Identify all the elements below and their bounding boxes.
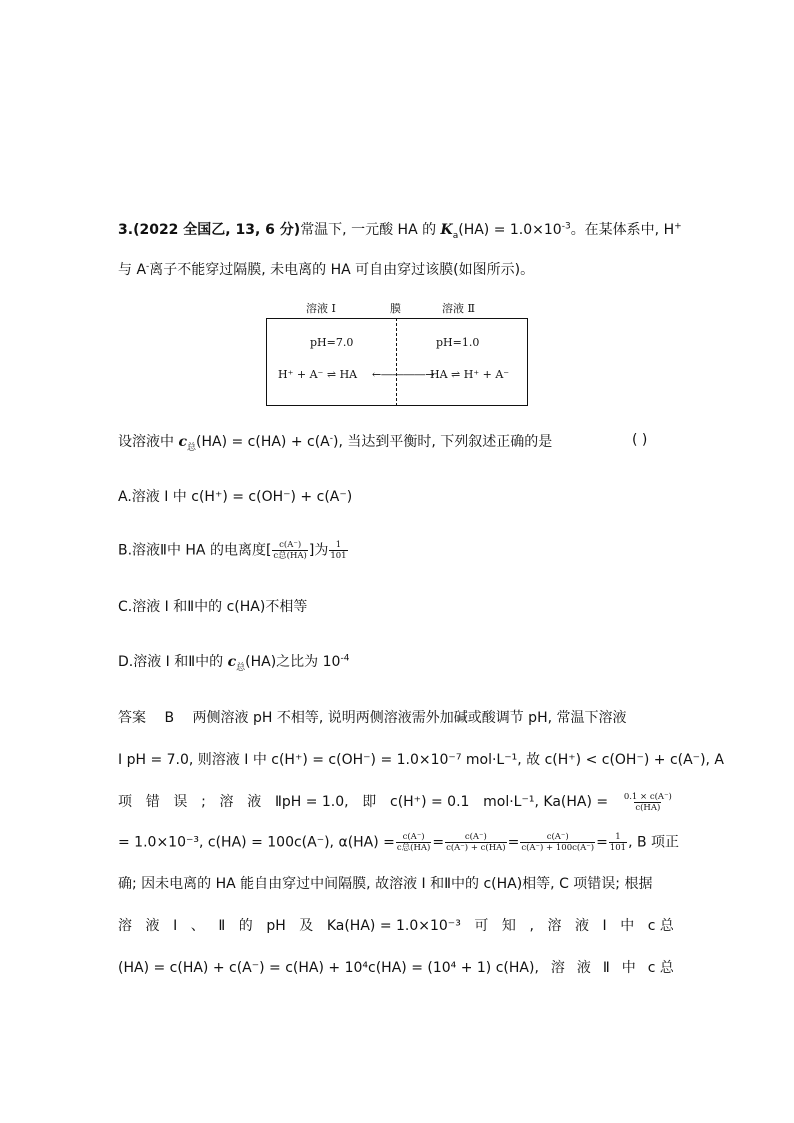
alpha-frac1-num: c(A⁻) bbox=[402, 832, 425, 842]
option-b-fraction bbox=[272, 540, 307, 561]
l6-word: 知 bbox=[501, 918, 516, 934]
equilibrium-left: H⁺ + A⁻ ⇌ HA bbox=[278, 368, 358, 381]
ka-symbol: K bbox=[440, 222, 453, 238]
membrane-diagram bbox=[266, 300, 528, 406]
l6-word: Ⅰ bbox=[602, 918, 607, 934]
l3-word: 液 bbox=[247, 794, 262, 810]
setup-prefix: 设溶液中 bbox=[118, 434, 179, 450]
alpha-frac3-den: c(A⁻) + 100c(A⁻) bbox=[521, 843, 595, 853]
alpha-frac4-den: 101 bbox=[609, 843, 627, 853]
question-line-1: 3.(2022 全国乙, 13, 6 分)常温下, 一元酸 HA 的 $K_a(HA) = 1.0\times 10^{-3}$。在某体系中, H+ bbox=[118, 221, 682, 241]
l6-word: c 总 bbox=[647, 918, 674, 934]
option-b-prefix: B.溶液Ⅱ中 HA 的电离度[ bbox=[118, 542, 272, 559]
answer-ka-fraction bbox=[623, 792, 673, 813]
l7-word: 液 bbox=[576, 960, 591, 976]
l6-word: Ka(HA) = 1.0×10⁻³ bbox=[326, 918, 461, 934]
answer-line4-head: = 1.0×10⁻³, c(HA) = 100c(A⁻), α(HA) = bbox=[118, 834, 395, 851]
question-line2-tail: 离子不能穿过隔膜, 未电离的 HA 可自由穿过该膜(如图所示)。 bbox=[149, 262, 535, 278]
l6-word: 溶 bbox=[547, 918, 562, 934]
option-b-mid: ]为 bbox=[308, 542, 329, 559]
l7-word: 溶 bbox=[550, 960, 565, 976]
l3-word: ⅡpH = 1.0, bbox=[274, 794, 349, 810]
alpha-frac2-den: c(A⁻) + c(HA) bbox=[446, 843, 506, 853]
option-d: D.溶液 Ⅰ 和Ⅱ中的 $c_总(HA)$之比为 $10^{-4}$ bbox=[118, 653, 350, 673]
ka-value: (HA) = 1.0×10 bbox=[458, 222, 562, 238]
l3-word: mol·L⁻¹, Ka(HA) = bbox=[483, 794, 609, 810]
option-b-num: c(A⁻) bbox=[279, 540, 302, 550]
l6-word: 液 bbox=[145, 918, 160, 934]
l6-word: 溶 bbox=[118, 918, 132, 934]
l6-word: Ⅰ bbox=[173, 918, 178, 934]
answer-line-3 bbox=[118, 792, 674, 813]
label-solution-1: 溶液 Ⅰ bbox=[306, 302, 336, 315]
answer-ka-den: c(HA) bbox=[635, 803, 661, 813]
option-d-rest: (HA)之比为 10 bbox=[245, 654, 341, 670]
option-b-den: c总(HA) bbox=[273, 551, 307, 561]
l3-word: ; bbox=[201, 794, 206, 810]
l7-word: 中 bbox=[621, 960, 636, 976]
answer-line-5: 确; 因未电离的 HA 能自由穿过中间隔膜, 故溶液 Ⅰ 和Ⅱ中的 c(HA)相等, C 项错误; 根据 bbox=[118, 876, 653, 892]
answer-parentheses: ( ) bbox=[632, 432, 648, 448]
question-text: 常温下, 一元酸 HA 的 bbox=[300, 222, 441, 238]
l6-word: 、 bbox=[190, 918, 205, 934]
answer-line-4: = 1.0×10⁻³, c(HA) = 100c(A⁻), α(HA) = $\frac{c(A^-)}{\text{c总(HA)}}$ = $\frac{c(A^-)}{c(A^-) + c(HA)}$ = $\frac{c(A^-)}{c(A^-) + 100c(A^-)}$ = $\frac{1}{101}$ , B 项正 bbox=[118, 832, 680, 853]
label-solution-2: 溶液 Ⅱ bbox=[442, 302, 475, 315]
l6-word: Ⅱ bbox=[218, 918, 226, 934]
l6-word: 及 bbox=[299, 918, 314, 934]
answer-line4-tail: , B 项正 bbox=[628, 834, 680, 851]
l7-word: (HA) = c(HA) + c(A⁻) = c(HA) + 10⁴c(HA) = (10⁴ + 1) c(HA), bbox=[118, 960, 539, 976]
alpha-frac3-num: c(A⁻) bbox=[546, 832, 569, 842]
alpha-frac4-num: 1 bbox=[615, 832, 621, 842]
option-b bbox=[118, 540, 674, 561]
membrane-line bbox=[396, 318, 397, 406]
l3-word: c(H⁺) = 0.1 bbox=[390, 794, 470, 810]
question-source: (2022 全国乙, 13, 6 分) bbox=[133, 222, 301, 238]
option-d-exponent: -4 bbox=[340, 653, 350, 664]
l3-word: 项 bbox=[118, 794, 132, 810]
question-line2-head: 与 A bbox=[118, 262, 147, 278]
answer-label: 答案 bbox=[118, 710, 146, 726]
setup-tail: ), 当达到平衡时, 下列叙述正确的是 bbox=[333, 434, 553, 450]
l3-word: 误 bbox=[173, 794, 188, 810]
l3-word: 错 bbox=[145, 794, 160, 810]
l3-word: 溶 bbox=[219, 794, 234, 810]
alpha-frac2-num: c(A⁻) bbox=[464, 832, 487, 842]
question-line-2: 与 A-离子不能穿过隔膜, 未电离的 HA 可自由穿过该膜(如图所示)。 bbox=[118, 261, 535, 278]
l6-word: pH bbox=[266, 918, 286, 934]
l7-word: Ⅱ bbox=[602, 960, 610, 976]
ph-right: pH=1.0 bbox=[436, 336, 480, 349]
l3-word: 即 bbox=[362, 794, 377, 810]
ka-subscript: a bbox=[452, 230, 459, 241]
equilibrium-right: HA ⇌ H⁺ + A⁻ bbox=[430, 368, 510, 381]
question-number: 3. bbox=[118, 222, 134, 238]
setup-rest: (HA) = c(HA) + c(A bbox=[196, 434, 330, 450]
answer-ka-num: 0.1 × c(A⁻) bbox=[623, 792, 672, 802]
option-d-subscript: 总 bbox=[236, 662, 246, 673]
question-text-tail: 。在某体系中, H bbox=[570, 222, 675, 238]
answer-choice: B bbox=[164, 710, 175, 726]
setup-subscript: 总 bbox=[186, 442, 196, 453]
alpha-frac1-den: c总(HA) bbox=[396, 843, 431, 853]
answer-line-1 bbox=[118, 708, 674, 728]
l6-word: 液 bbox=[575, 918, 589, 934]
option-b-value-num: 1 bbox=[335, 540, 342, 550]
l6-word: , bbox=[529, 918, 534, 934]
ka-exponent: -3 bbox=[561, 221, 571, 232]
answer-line-7 bbox=[118, 958, 674, 978]
option-b-value-den: 101 bbox=[330, 551, 347, 561]
answer-text-1: 两侧溶液 pH 不相等, 说明两侧溶液需外加碱或酸调节 pH, 常温下溶液 bbox=[192, 710, 627, 726]
diagram-box bbox=[266, 318, 528, 406]
ph-left: pH=7.0 bbox=[310, 336, 354, 349]
answer-line-2: Ⅰ pH = 7.0, 则溶液 Ⅰ 中 c(H⁺) = c(OH⁻) = 1.0×10⁻⁷ mol·L⁻¹, 故 c(H⁺) < c(OH⁻) + c(A⁻), A bbox=[118, 752, 725, 768]
option-c: C.溶液 Ⅰ 和Ⅱ中的 c(HA)不相等 bbox=[118, 599, 308, 615]
question-setup: 设溶液中 $c_总(HA) = c(HA) + c(A^-)$, 当达到平衡时, 下列叙述正确的是 bbox=[118, 433, 553, 453]
l6-word: 的 bbox=[238, 918, 253, 934]
l7-word: c 总 bbox=[647, 960, 674, 976]
option-d-prefix: D.溶液 Ⅰ 和Ⅱ中的 bbox=[118, 654, 228, 670]
diffusion-arrow: ←――――→ bbox=[372, 368, 435, 381]
l6-word: 可 bbox=[474, 918, 489, 934]
l6-word: 中 bbox=[620, 918, 635, 934]
answer-line-6 bbox=[118, 916, 674, 936]
label-membrane: 膜 bbox=[390, 302, 401, 315]
option-b-value bbox=[329, 540, 347, 561]
option-a: A.溶液 Ⅰ 中 c(H⁺) = c(OH⁻) + c(A⁻) bbox=[118, 489, 353, 505]
